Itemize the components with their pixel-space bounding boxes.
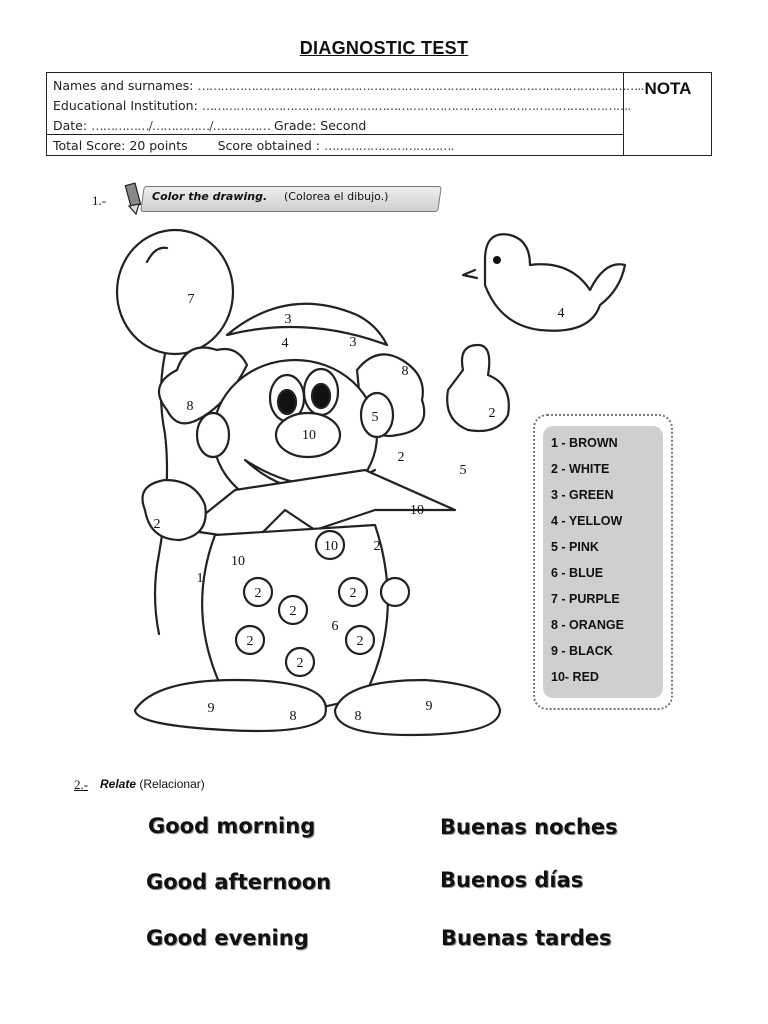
drawing-number: 2 bbox=[296, 656, 304, 671]
drawing-number: 1 bbox=[196, 571, 204, 586]
spanish-phrase[interactable]: Buenas tardes bbox=[441, 926, 612, 950]
color-key-item: 1 - BROWN bbox=[551, 436, 618, 450]
drawing-number: 9 bbox=[207, 701, 215, 716]
drawing-number: 3 bbox=[349, 335, 357, 350]
drawing-number: 7 bbox=[187, 292, 195, 307]
english-phrase[interactable]: Good morning bbox=[148, 814, 316, 838]
names-blank: ……………………………………………………………………….…………………………….. bbox=[197, 78, 644, 93]
drawing-number: 2 bbox=[356, 634, 364, 649]
student-info-table bbox=[46, 72, 712, 156]
score-blank: ……………………………. bbox=[323, 138, 454, 153]
drawing-number: 8 bbox=[354, 709, 362, 724]
grade-label: Grade: Second bbox=[274, 118, 367, 133]
right-shoe bbox=[335, 680, 500, 735]
drawing-number: 8 bbox=[186, 399, 194, 414]
color-key-item: 2 - WHITE bbox=[551, 462, 610, 476]
exercise2-instruction bbox=[100, 777, 205, 791]
exercise2-number: 2.- bbox=[74, 777, 89, 792]
drawing-number: 3 bbox=[284, 312, 292, 327]
score-row[interactable] bbox=[53, 138, 453, 153]
instruction-text: Color the drawing. bbox=[152, 190, 268, 203]
exercise2-instruction-en: Relate bbox=[100, 777, 137, 791]
drawing-number: 5 bbox=[459, 463, 467, 478]
drawing-number: 10 bbox=[231, 554, 245, 569]
color-key-item: 7 - PURPLE bbox=[551, 592, 620, 606]
spanish-phrase[interactable]: Buenos días bbox=[440, 868, 584, 892]
date-grade-row[interactable] bbox=[53, 118, 366, 133]
drawing-number: 2 bbox=[246, 634, 254, 649]
left-hand bbox=[143, 480, 206, 540]
english-phrase[interactable]: Good evening bbox=[146, 926, 309, 950]
drawing-number: 2 bbox=[349, 586, 357, 601]
hat bbox=[227, 304, 387, 345]
drawing-number: 2 bbox=[153, 517, 161, 532]
instruction-text-es: (Colorea el dibujo.) bbox=[284, 190, 389, 203]
right-hand bbox=[447, 345, 509, 431]
color-key-item: 10- RED bbox=[551, 670, 599, 684]
color-key-item: 9 - BLACK bbox=[551, 644, 613, 658]
drawing-number: 8 bbox=[401, 364, 409, 379]
page-title: DIAGNOSTIC TEST bbox=[299, 38, 469, 58]
color-key-box bbox=[533, 414, 673, 710]
info-fields bbox=[47, 73, 644, 155]
divider bbox=[47, 134, 623, 135]
drawing-number: 10 bbox=[302, 428, 316, 443]
drawing-number: 8 bbox=[289, 709, 297, 724]
drawing-number: 5 bbox=[371, 410, 379, 425]
institution-field[interactable] bbox=[53, 98, 630, 113]
color-key-item: 6 - BLUE bbox=[551, 566, 604, 580]
bird bbox=[485, 234, 625, 330]
color-key-item: 4 - YELLOW bbox=[551, 514, 623, 528]
drawing-number: 4 bbox=[281, 336, 289, 351]
date-label: Date: bbox=[53, 118, 88, 133]
score-obtained-label: Score obtained : bbox=[217, 138, 320, 153]
nota-label: NOTA bbox=[644, 79, 692, 98]
drawing-number: 4 bbox=[557, 306, 565, 321]
drawing-number: 10 bbox=[324, 539, 338, 554]
total-score-label: Total Score: 20 points bbox=[53, 138, 188, 153]
institution-label: Educational Institution: bbox=[53, 98, 198, 113]
balloon bbox=[117, 230, 233, 354]
exercise1-number: 1.- bbox=[92, 193, 107, 208]
color-key-item: 3 - GREEN bbox=[551, 488, 614, 502]
drawing-number: 9 bbox=[425, 699, 433, 714]
drawing-number: 2 bbox=[373, 539, 381, 554]
institution-blank: …………………………………………………………………………………………………. bbox=[201, 98, 631, 113]
english-phrase[interactable]: Good afternoon bbox=[146, 870, 332, 894]
left-shoe bbox=[135, 680, 326, 731]
drawing-number: 2 bbox=[289, 604, 297, 619]
names-label: Names and surnames: bbox=[53, 78, 194, 93]
drawing-number: 6 bbox=[331, 619, 339, 634]
names-field[interactable] bbox=[53, 78, 643, 93]
color-key-item: 5 - PINK bbox=[551, 540, 599, 554]
drawing-number: 10 bbox=[410, 503, 424, 518]
exercise2-instruction-es: (Relacionar) bbox=[139, 777, 205, 791]
date-blank: ……………/……………/…………… bbox=[91, 118, 271, 133]
drawing-number: 2 bbox=[488, 406, 496, 421]
color-key-item: 8 - ORANGE bbox=[551, 618, 624, 632]
left-ear bbox=[197, 413, 229, 457]
drawing-number: 2 bbox=[397, 450, 405, 465]
drawing-number: 2 bbox=[254, 586, 262, 601]
spanish-phrase[interactable]: Buenas noches bbox=[440, 815, 618, 839]
